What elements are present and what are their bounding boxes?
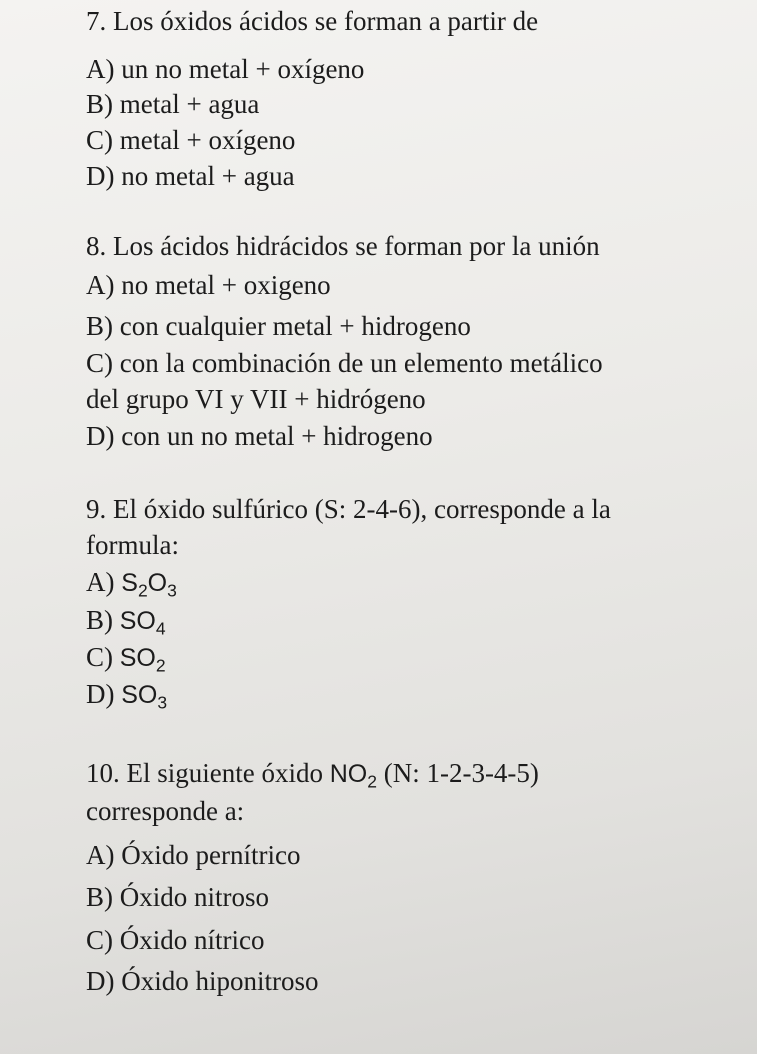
question-10-option-a: A) Óxido pernítrico xyxy=(86,840,301,870)
question-7-option-d: D) no metal + agua xyxy=(86,161,295,191)
question-10-stem: 10. El siguiente óxido $NO_2$ (N: 1-2-3-4-5) xyxy=(86,758,539,792)
chemical-formula: $SO_2$ xyxy=(119,644,166,676)
question-10-stem-continued: corresponde a: xyxy=(86,796,245,826)
question-8-option-c: C) con la combinación de un elemento metálico xyxy=(86,348,603,378)
question-10-option-c: C) Óxido nítrico xyxy=(86,925,265,955)
option-label: C) xyxy=(86,642,113,672)
question-9-option-b xyxy=(86,603,166,638)
option-label: B) xyxy=(86,605,113,635)
question-9-option-d xyxy=(86,677,167,712)
question-8-option-d: D) con un no metal + hidrogeno xyxy=(86,421,433,451)
question-7-stem: 7. Los óxidos ácidos se forman a partir de xyxy=(86,6,539,36)
question-9-option-c xyxy=(86,640,166,675)
question-8-option-b: B) con cualquier metal + hidrogeno xyxy=(86,311,471,341)
option-label: D) xyxy=(86,679,115,709)
option-label: A) xyxy=(86,567,115,597)
chemical-formula: $S_2O_3$ xyxy=(121,569,177,601)
question-9-stem: 9. El óxido sulfúrico (S: 2-4-6), corresponde a la xyxy=(86,494,611,524)
question-8-option-c-continued: del grupo VI y VII + hidrógeno xyxy=(86,384,426,414)
question-7-option-a: A) un no metal + oxígeno xyxy=(86,54,365,84)
question-7-option-b: B) metal + agua xyxy=(86,89,260,119)
chemical-formula: $NO_2$ xyxy=(329,760,377,792)
chemical-formula: $SO_4$ xyxy=(119,607,166,639)
question-8-stem: 8. Los ácidos hidrácidos se forman por la unión xyxy=(86,231,600,261)
question-9-stem-continued: formula: xyxy=(86,530,179,560)
question-9-option-a xyxy=(86,565,177,600)
chemical-formula: $SO_3$ xyxy=(121,681,168,713)
question-10-option-d: D) Óxido hiponitroso xyxy=(86,966,319,996)
question-10-option-b: B) Óxido nitroso xyxy=(86,882,270,912)
question-7-option-c: C) metal + oxígeno xyxy=(86,125,296,155)
question-8-option-a: A) no metal + oxigeno xyxy=(86,270,331,300)
